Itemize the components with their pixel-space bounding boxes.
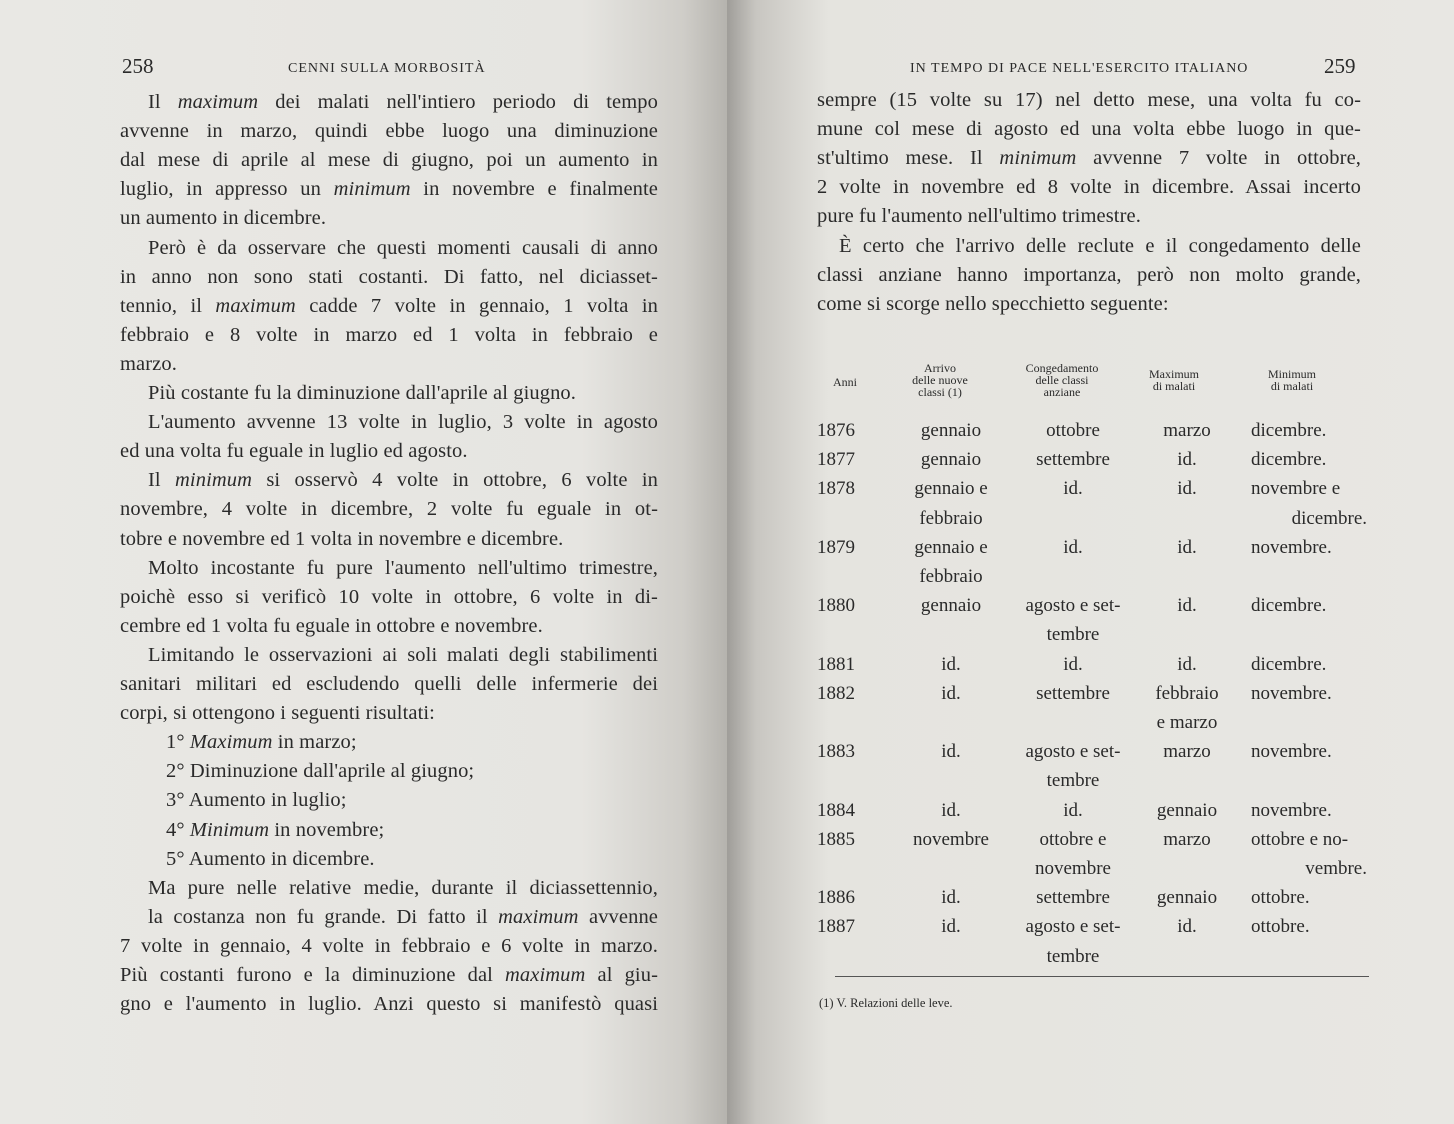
footnote: (1) V. Relazioni delle leve.: [819, 996, 953, 1010]
text-line: sanitari militari ed escludendo quelli delle infermerie dei: [120, 673, 658, 695]
cell-congedamento: agosto e set-: [1025, 916, 1121, 938]
text-line: st'ultimo mese. Il minimum avvenne 7 volte in ottobre,: [817, 147, 1361, 170]
cell-maximum: febbraio: [1155, 682, 1219, 704]
cell-minimum: dicembre.: [1251, 449, 1327, 471]
text-line: classi anziane hanno importanza, però non molto grande,: [817, 263, 1361, 286]
cell-congedamento: ottobre: [1046, 420, 1100, 441]
cell-minimum: ottobre.: [1251, 887, 1310, 909]
text-line: 7 volte in gennaio, 4 volte in febbraio e 6 volte in marzo.: [120, 934, 658, 957]
cell-arrivo: gennaio e: [914, 536, 988, 558]
right-page: [727, 0, 1454, 1124]
cell-congedamento: settembre: [1036, 449, 1110, 471]
running-head: IN TEMPO DI PACE NELL'ESERCITO ITALIANO: [910, 61, 1249, 76]
cell-maximum: id.: [1177, 916, 1197, 938]
cell-arrivo: id.: [941, 916, 961, 938]
cell-maximum: id.: [1177, 653, 1197, 675]
cell-maximum: gennaio: [1156, 887, 1218, 909]
cell-maximum: gennaio: [1156, 799, 1218, 821]
text-line: Più costante fu la diminuzione dall'aprile al giugno.: [148, 382, 577, 404]
cell-anno: 1877: [817, 449, 855, 471]
cell-anno: 1885: [817, 828, 855, 850]
cell-arrivo: gennaio e: [914, 478, 988, 500]
cell-congedamento: id.: [1063, 653, 1083, 675]
header-line: delle nuove: [912, 373, 968, 387]
cell-congedamento: novembre: [1035, 858, 1111, 879]
text-line: novembre, 4 volte in dicembre, 2 volte fu eguale in ot-: [120, 498, 658, 521]
header-line: Arrivo: [924, 361, 956, 375]
text-line: Molto incostante fu pure l'aumento nell'ultimo trimestre,: [148, 556, 658, 579]
running-head: CENNI SULLA MORBOSITÀ: [288, 61, 486, 76]
text-line: Il minimum si osservò 4 volte in ottobre, 6 volte in: [148, 469, 658, 492]
cell-maximum: e marzo: [1156, 712, 1218, 733]
cell-anno: 1881: [817, 653, 855, 675]
cell-arrivo: id.: [941, 887, 961, 909]
cell-maximum: id.: [1177, 536, 1197, 558]
text-line: un aumento in dicembre.: [120, 207, 327, 230]
cell-anno: 1884: [817, 799, 855, 821]
text-line: L'aumento avvenne 13 volte in luglio, 3 volte in agosto: [148, 411, 658, 434]
cell-minimum: dicembre.: [1251, 595, 1327, 617]
header-arrivo: [890, 362, 990, 398]
cell-congedamento: tembre: [1046, 945, 1100, 967]
cell-arrivo: gennaio: [920, 449, 982, 471]
cell-minimum: novembre e: [1251, 478, 1341, 500]
header-line: anziane: [1043, 385, 1081, 399]
text-line: luglio, in appresso un minimum in novembre e finalmente: [120, 178, 658, 201]
text-line: È certo che l'arrivo delle reclute e il congedamento delle: [839, 234, 1361, 257]
text-line: sempre (15 volte su 17) nel detto mese, una volta fu co-: [817, 89, 1361, 111]
header-line: Maximum: [1149, 367, 1199, 381]
cell-minimum: ottobre e no-: [1251, 828, 1349, 850]
cell-anno: 1886: [817, 887, 855, 909]
text-line: 3° Aumento in luglio;: [166, 789, 347, 812]
text-line: ed una volta fu eguale in luglio ed agosto.: [120, 440, 468, 463]
text-line: cembre ed 1 volta fu eguale in ottobre e novembre.: [120, 614, 543, 637]
cell-arrivo: febbraio: [919, 507, 983, 529]
text-line: gno e l'aumento in luglio. Anzi questo si manifestò quasi: [120, 993, 658, 1016]
text-line: febbraio e 8 volte in marzo ed 1 volta in febbraio e: [120, 323, 658, 346]
cell-anno: 1878: [817, 478, 855, 500]
text-line: in anno non sono stati costanti. Di fatto, nel diciasset-: [120, 265, 658, 288]
cell-arrivo: id.: [941, 682, 961, 704]
cell-anno: 1880: [817, 595, 855, 617]
cell-maximum: marzo: [1163, 420, 1211, 441]
cell-congedamento: settembre: [1036, 682, 1110, 704]
text-line: tobre e novembre ed 1 volta in novembre e dicembre.: [120, 527, 564, 550]
cell-minimum: novembre.: [1251, 799, 1332, 821]
text-line: pure fu l'aumento nell'ultimo trimestre.: [817, 205, 1141, 228]
cell-anno: 1883: [817, 741, 855, 763]
text-line: 4° Minimum in novembre;: [166, 818, 385, 841]
cell-minimum: novembre.: [1251, 682, 1332, 704]
cell-congedamento: settembre: [1036, 887, 1110, 909]
cell-arrivo: gennaio: [920, 420, 982, 441]
header-anni: Anni: [833, 375, 857, 389]
page-number: 258: [122, 54, 154, 78]
cell-congedamento: agosto e set-: [1025, 741, 1121, 763]
cell-congedamento: ottobre e: [1039, 828, 1107, 850]
text-line: Più costanti furono e la diminuzione dal maximum al giu-: [120, 964, 658, 986]
text-line: come si scorge nello specchietto seguente:: [817, 292, 1169, 315]
text-line: marzo.: [120, 352, 177, 375]
cell-minimum: dicembre.: [1291, 507, 1367, 529]
text-line: corpi, si ottengono i seguenti risultati:: [120, 702, 435, 725]
cell-anno: 1876: [817, 420, 855, 441]
cell-maximum: marzo: [1163, 828, 1211, 850]
cell-arrivo: id.: [941, 741, 961, 763]
cell-arrivo: id.: [941, 653, 961, 675]
cell-minimum: novembre.: [1251, 741, 1332, 763]
cell-minimum: novembre.: [1251, 536, 1332, 558]
text-line: mune col mese di agosto ed una volta ebbe luogo in que-: [817, 118, 1361, 141]
text-line: la costanza non fu grande. Di fatto il maximum avvenne: [148, 905, 658, 928]
cell-minimum: ottobre.: [1251, 916, 1310, 938]
cell-congedamento: id.: [1063, 799, 1083, 821]
cell-arrivo: febbraio: [919, 566, 983, 587]
page-number: 259: [1324, 54, 1356, 78]
footnote-rule: [835, 976, 1369, 977]
cell-congedamento: tembre: [1046, 770, 1100, 792]
cell-anno: 1887: [817, 916, 855, 938]
text-line: poichè esso si verificò 10 volte in ottobre, 6 volte in di-: [120, 585, 658, 608]
text-line: Ma pure nelle relative medie, durante il diciassettennio,: [148, 876, 658, 899]
text-line: 2° Diminuzione dall'aprile al giugno;: [166, 760, 475, 783]
cell-minimum: dicembre.: [1251, 653, 1327, 675]
header-minimum: [1247, 368, 1337, 392]
text-line: dal mese di aprile al mese di giugno, poi un aumento in: [120, 149, 658, 172]
text-line: Limitando le osservazioni ai soli malati degli stabilimenti: [148, 643, 658, 666]
cell-arrivo: novembre: [913, 828, 989, 850]
header-line: Minimum: [1267, 367, 1316, 381]
cell-minimum: dicembre.: [1251, 420, 1327, 441]
cell-congedamento: id.: [1063, 478, 1083, 500]
header-maximum: [1129, 368, 1219, 392]
cell-maximum: id.: [1177, 595, 1197, 617]
cell-congedamento: tembre: [1046, 624, 1100, 646]
header-line: Congedamento: [1025, 361, 1099, 375]
header-line: di malati: [1270, 379, 1314, 393]
cell-anno: 1882: [817, 682, 855, 704]
text-line: 5° Aumento in dicembre.: [166, 847, 375, 870]
header-line: classi (1): [918, 385, 962, 399]
cell-maximum: id.: [1177, 449, 1197, 471]
header-line: delle classi: [1035, 373, 1089, 387]
cell-minimum: vembre.: [1305, 858, 1367, 879]
text-line: 2 volte in novembre ed 8 volte in dicembre. Assai incerto: [817, 176, 1361, 199]
cell-congedamento: id.: [1063, 536, 1083, 558]
cell-maximum: id.: [1177, 478, 1197, 500]
text-line: 1° Maximum in marzo;: [166, 731, 357, 754]
header-line: di malati: [1152, 379, 1196, 393]
text-line: tennio, il maximum cadde 7 volte in gennaio, 1 volta in: [120, 294, 658, 317]
header-congedamento: [1002, 362, 1122, 398]
cell-congedamento: agosto e set-: [1025, 595, 1121, 617]
text-line: avvenne in marzo, quindi ebbe luogo una diminuzione: [120, 120, 658, 143]
text-line: Però è da osservare che questi momenti causali di anno: [148, 236, 658, 259]
cell-arrivo: id.: [941, 799, 961, 821]
cell-anno: 1879: [817, 536, 855, 558]
cell-arrivo: gennaio: [920, 595, 982, 617]
cell-maximum: marzo: [1163, 741, 1211, 763]
text-line: Il maximum dei malati nell'intiero periodo di tempo: [148, 91, 658, 113]
